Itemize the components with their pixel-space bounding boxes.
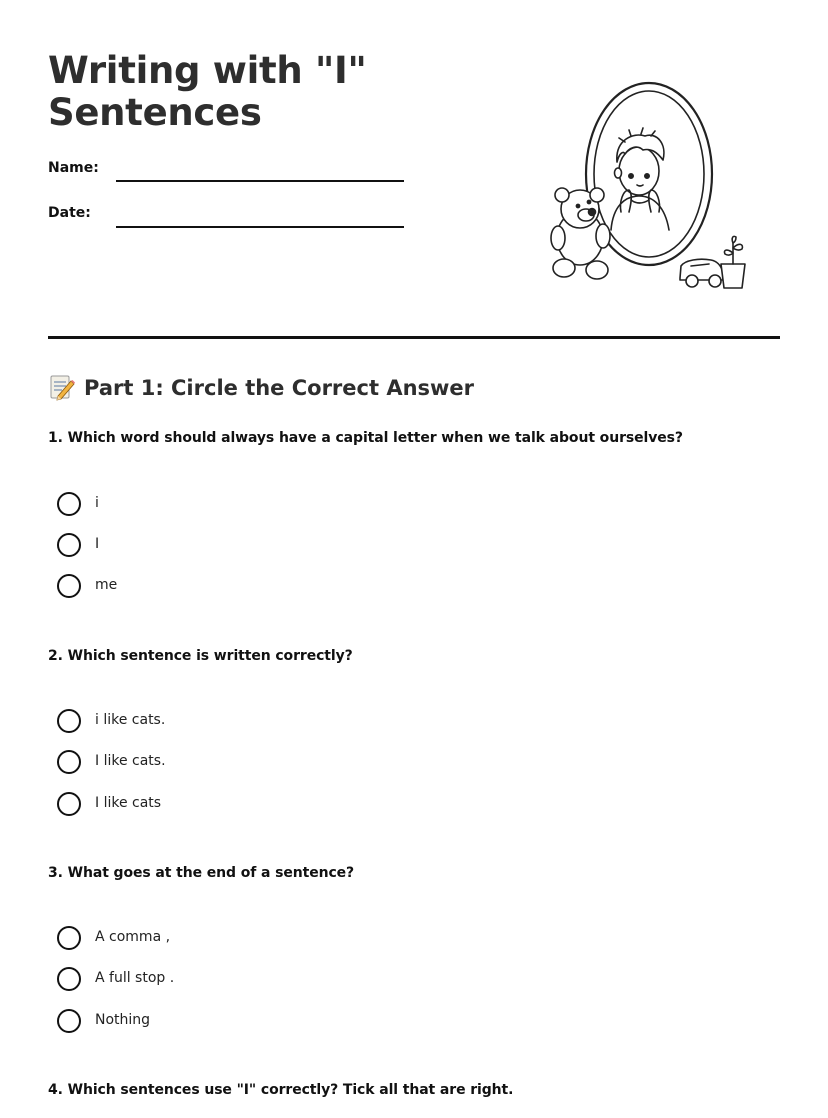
q1-option-2-radio[interactable] — [57, 533, 81, 557]
q2-option-2-radio[interactable] — [57, 750, 81, 774]
q3-option-3-radio[interactable] — [57, 1009, 81, 1033]
question-4: 4. Which sentences use "I" correctly? Tick all that are right. — [48, 1082, 514, 1098]
q2-option-3-label: I like cats — [95, 795, 162, 811]
part1-title: Part 1: Circle the Correct Answer — [84, 376, 475, 400]
q3-option-1-label: A comma , — [95, 929, 171, 945]
q1-option-1-label: i — [95, 495, 99, 511]
child-mirror-teddy-illustration — [545, 78, 755, 296]
q2-option-1-label: i like cats. — [95, 712, 166, 728]
question-3: 3. What goes at the end of a sentence? — [48, 865, 355, 881]
q1-option-2-label: I — [95, 536, 100, 552]
q2-option-3-radio[interactable] — [57, 792, 81, 816]
memo-pencil-icon — [48, 373, 76, 401]
name-label: Name: — [48, 160, 99, 176]
date-line[interactable] — [116, 226, 404, 228]
q1-option-3-label: me — [95, 577, 118, 593]
date-label: Date: — [48, 205, 91, 221]
q2-option-2-label: I like cats. — [95, 753, 166, 769]
worksheet-title: Writing with "I" Sentences — [48, 49, 367, 134]
q3-option-2-radio[interactable] — [57, 967, 81, 991]
q2-option-1-radio[interactable] — [57, 709, 81, 733]
name-line[interactable] — [116, 180, 404, 182]
part1-heading — [48, 372, 474, 404]
question-2: 2. Which sentence is written correctly? — [48, 648, 353, 664]
q1-option-3-radio[interactable] — [57, 574, 81, 598]
q3-option-3-label: Nothing — [95, 1012, 151, 1028]
question-1: 1. Which word should always have a capital letter when we talk about ourselves? — [48, 430, 683, 446]
q3-option-1-radio[interactable] — [57, 926, 81, 950]
q3-option-2-label: A full stop . — [95, 970, 175, 986]
header-divider — [48, 336, 780, 339]
q1-option-1-radio[interactable] — [57, 492, 81, 516]
